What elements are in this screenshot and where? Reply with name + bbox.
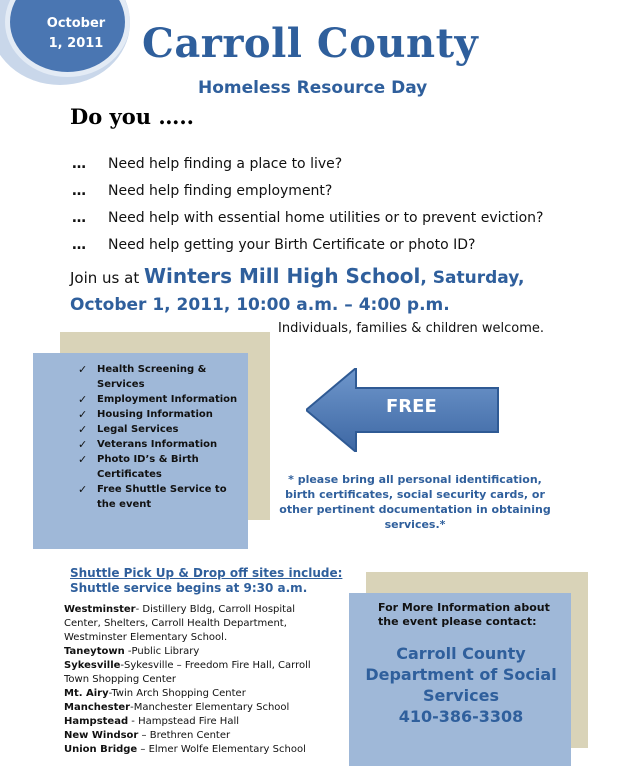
question-list [72, 150, 543, 258]
site-item: New Windsor – Brethren Center [64, 730, 231, 741]
ellipsis-marker: … [72, 182, 88, 199]
site-item: Hampstead - Hampstead Fire Hall [64, 716, 239, 727]
service-item: ✓ Health Screening & Services [78, 363, 207, 390]
contact-phone: 410-386-3308 [398, 707, 524, 726]
documents-note: * please bring all personal identification, birth certificates, social security cards, or other pertinent documentation in obtaining services.* [279, 473, 551, 531]
check-icon: ✓ [78, 453, 88, 466]
free-label: FREE [386, 396, 437, 417]
badge-line-2: 1, 2011 [48, 36, 104, 51]
event-location: Winters Mill High School [144, 264, 421, 288]
check-icon: ✓ [78, 483, 88, 496]
ellipsis-marker: … [72, 209, 88, 226]
service-item: ✓ Legal Services [78, 423, 179, 436]
service-item: ✓ Free Shuttle Service to the event [78, 483, 227, 510]
org-line-3: Services [422, 686, 500, 705]
service-item: ✓ Photo ID’s & Birth Certificates [78, 453, 199, 480]
site-item: Sykesville-Sykesville – Freedom Fire Hall, Carroll Town Shopping Center [64, 660, 311, 685]
service-item: ✓ Employment Information [78, 393, 238, 406]
check-icon: ✓ [78, 408, 88, 421]
ellipsis-marker: … [72, 236, 88, 253]
shuttle-start-time: Shuttle service begins at 9:30 a.m. [70, 581, 308, 595]
shuttle-heading [70, 566, 342, 596]
site-item: Westminster- Distillery Bldg, Carroll Hospital Center, Shelters, Carroll Health Department, Westminster Elementary School. [64, 604, 295, 643]
check-icon: ✓ [78, 423, 88, 436]
ellipsis-marker: … [72, 155, 88, 172]
check-icon: ✓ [78, 363, 88, 376]
question-item [72, 177, 543, 204]
intro-heading: Do you ….. [70, 104, 194, 129]
question-item [72, 204, 543, 231]
page-title: Carroll County [142, 20, 479, 67]
question-text: Need help getting your Birth Certificate or photo ID? [108, 236, 476, 253]
org-line-2: Department of Social [365, 665, 557, 684]
site-item: Union Bridge – Elmer Wolfe Elementary School [64, 744, 306, 755]
question-item [72, 231, 543, 258]
site-item: Manchester-Manchester Elementary School [64, 702, 290, 713]
date-badge-text [36, 14, 116, 54]
site-item: Mt. Airy-Twin Arch Shopping Center [64, 688, 246, 699]
page-subtitle: Homeless Resource Day [198, 78, 428, 98]
service-item: ✓ Veterans Information [78, 438, 218, 451]
shuttle-heading-title: Shuttle Pick Up & Drop off sites include: [70, 566, 343, 580]
check-icon: ✓ [78, 438, 88, 451]
services-list [78, 362, 238, 512]
shuttle-sites [64, 603, 324, 757]
org-line-1: Carroll County [396, 644, 526, 663]
welcome-note: Individuals, families & children welcome. [278, 321, 544, 336]
question-text: Need help with essential home utilities or to prevent eviction? [108, 209, 544, 226]
check-icon: ✓ [78, 393, 88, 406]
badge-line-1: October [46, 16, 106, 31]
join-prefix: Join us at [70, 269, 140, 287]
event-day: , Saturday, [420, 268, 525, 288]
event-datetime: October 1, 2011, 10:00 a.m. – 4:00 p.m. [70, 295, 450, 315]
contact-intro: For More Information about the event please contact: [378, 601, 550, 628]
service-item: ✓ Housing Information [78, 408, 213, 421]
event-location-line [70, 264, 524, 288]
question-text: Need help finding employment? [108, 182, 333, 199]
site-item: Taneytown -Public Library [64, 646, 200, 657]
question-item [72, 150, 543, 177]
contact-organization [352, 643, 570, 727]
question-text: Need help finding a place to live? [108, 155, 343, 172]
